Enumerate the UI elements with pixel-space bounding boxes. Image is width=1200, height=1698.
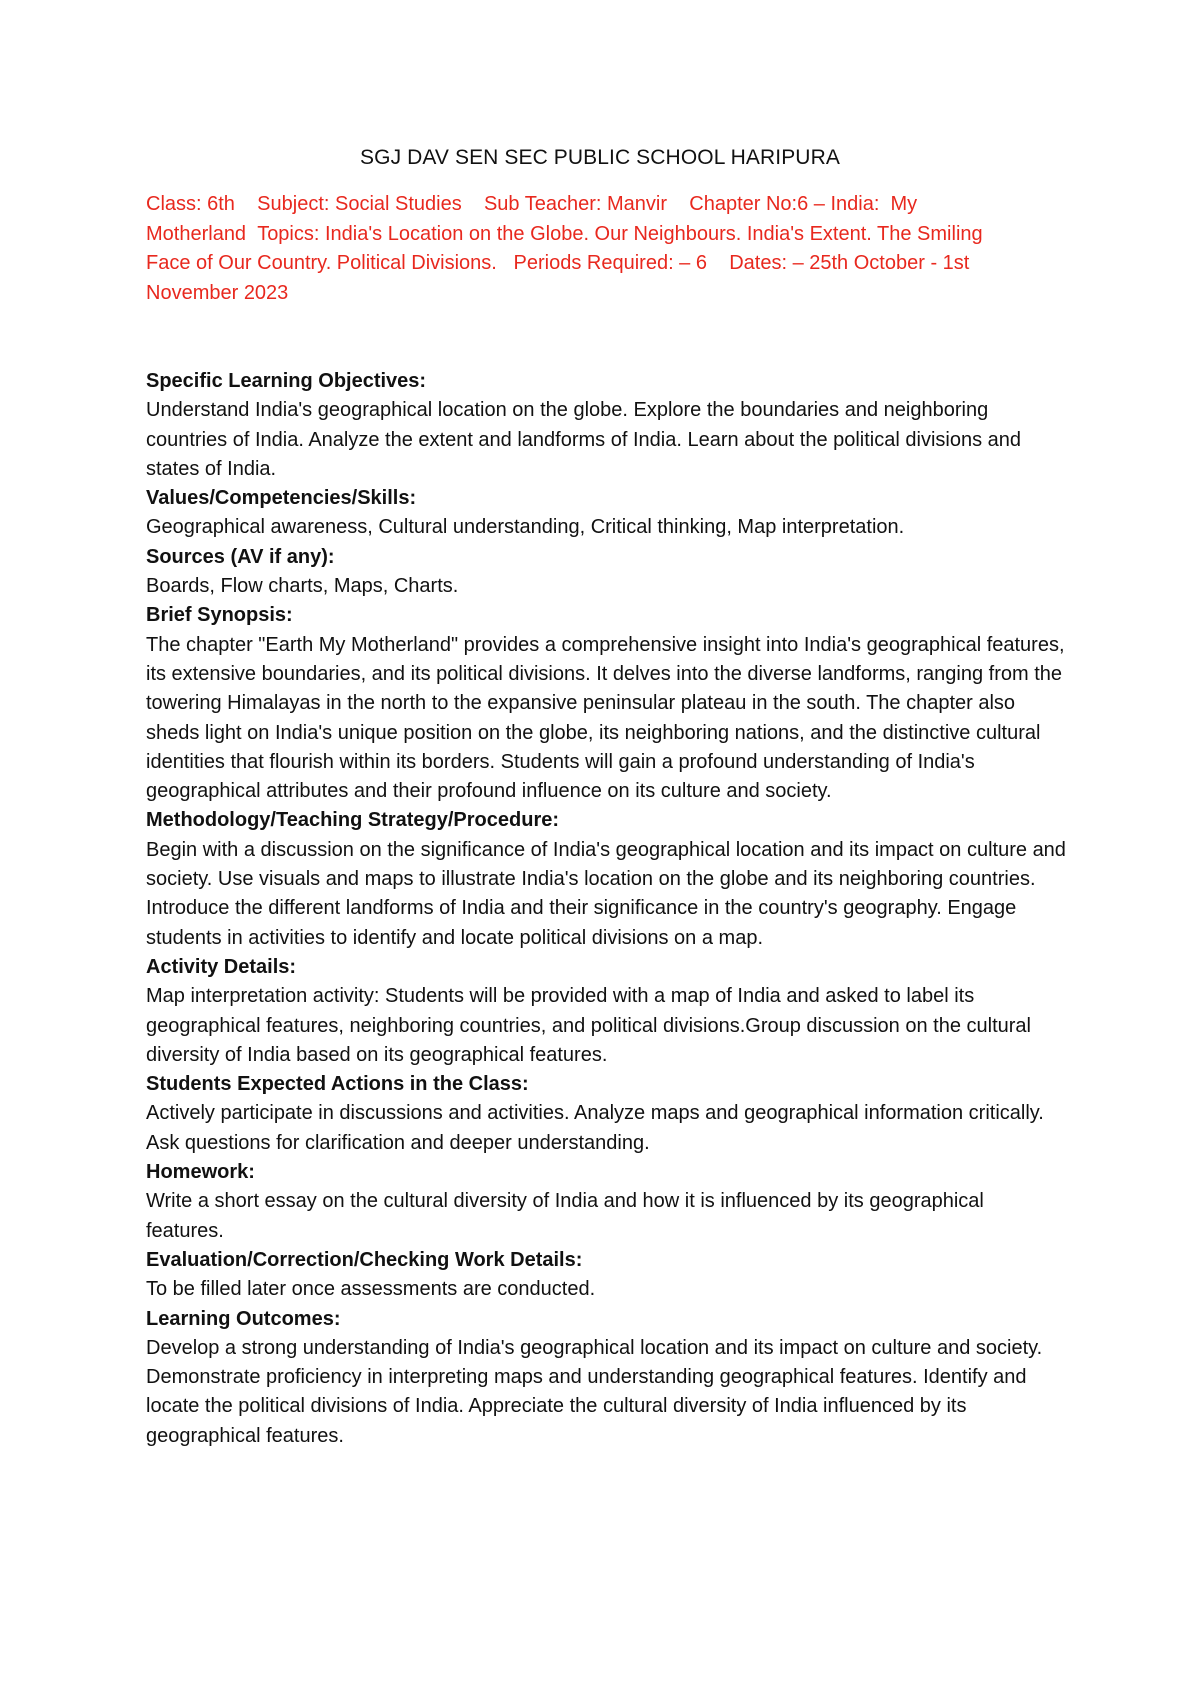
meta-periods: Periods Required: – 6 — [513, 252, 707, 274]
section-heading-sources: Sources (AV if any): — [146, 545, 335, 568]
section-heading-methodology: Methodology/Teaching Strategy/Procedure: — [146, 809, 560, 832]
section-heading-objectives: Specific Learning Objectives: — [146, 370, 427, 392]
section-body-methodology: Begin with a discussion on the significance of India's geographical location and its impact on culture and society. Use visuals and maps to illustrate India's location on the globe and its neighboring countries. Introduce the different landforms of India and their significance in the country's geography. Engage students in activities to identify and locate political divisions on a map. — [146, 838, 1066, 949]
section-heading-evaluation: Evaluation/Correction/Checking Work Details: — [146, 1248, 583, 1271]
meta-dates: Dates: – 25th October - 1st November 2023 — [146, 252, 975, 304]
meta-subject: Subject: Social Studies — [257, 193, 462, 215]
section-heading-homework: Homework: — [146, 1161, 255, 1184]
meta-class: Class: 6th — [146, 193, 235, 215]
lesson-meta — [146, 190, 1026, 308]
meta-teacher: Sub Teacher: Manvir — [483, 193, 668, 215]
section-body-evaluation: To be filled later once assessments are conducted. — [146, 1278, 596, 1301]
school-title: SGJ DAV SEN SEC PUBLIC SCHOOL HARIPURA — [360, 146, 840, 169]
section-body-values: Geographical awareness, Cultural understanding, Critical thinking, Map interpretation. — [146, 516, 905, 539]
section-heading-student-actions: Students Expected Actions in the Class: — [146, 1073, 529, 1096]
section-body-student-actions: Actively participate in discussions and activities. Analyze maps and geographical information critically. Ask questions for clarification and deeper understanding. — [146, 1102, 1044, 1154]
section-body-homework: Write a short essay on the cultural diversity of India and how it is influenced by its geographical features. — [146, 1190, 984, 1242]
section-body-objectives: Understand India's geographical location on the globe. Explore the boundaries and neighboring countries of India. Analyze the extent and landforms of India. Learn about the political divisions and states of India. — [146, 399, 1021, 480]
lesson-content — [146, 367, 1066, 1451]
meta-chapter: Chapter No:6 – India: My Motherland — [146, 193, 923, 245]
section-body-synopsis: The chapter "Earth My Motherland" provides a comprehensive insight into India's geographical features, its extensive boundaries, and its political divisions. It delves into the diverse landforms, ranging from the towering Himalayas in the north to the expansive peninsular plateau in the south. The chapter also sheds light on India's unique position on the globe, its neighboring nations, and the distinctive cultural identities that flourish within its borders. Students will gain a profound understanding of India's geographical attributes and their profound influence on its culture and society. — [146, 633, 1065, 803]
section-body-outcomes: Develop a strong understanding of India's geographical location and its impact on culture and society. Demonstrate proficiency in interpreting maps and understanding geographical features. Identify and locate the political divisions of India. Appreciate the cultural diversity of India influenced by its geographical features. — [146, 1336, 1043, 1447]
section-heading-activity: Activity Details: — [146, 955, 297, 978]
section-body-activity: Map interpretation activity: Students will be provided with a map of India and asked to label its geographical features, neighboring countries, and political divisions.Group discussion on the cultural diversity of India based on its geographical features. — [146, 985, 1031, 1066]
section-body-sources: Boards, Flow charts, Maps, Charts. — [146, 575, 459, 598]
section-heading-synopsis: Brief Synopsis: — [146, 604, 293, 627]
section-heading-values: Values/Competencies/Skills: — [146, 487, 417, 510]
section-heading-outcomes: Learning Outcomes: — [146, 1307, 341, 1330]
meta-topics: Topics: India's Location on the Globe. Our Neighbours. India's Extent. The Smiling Face of Our Country. Political Divisions. — [146, 222, 989, 274]
